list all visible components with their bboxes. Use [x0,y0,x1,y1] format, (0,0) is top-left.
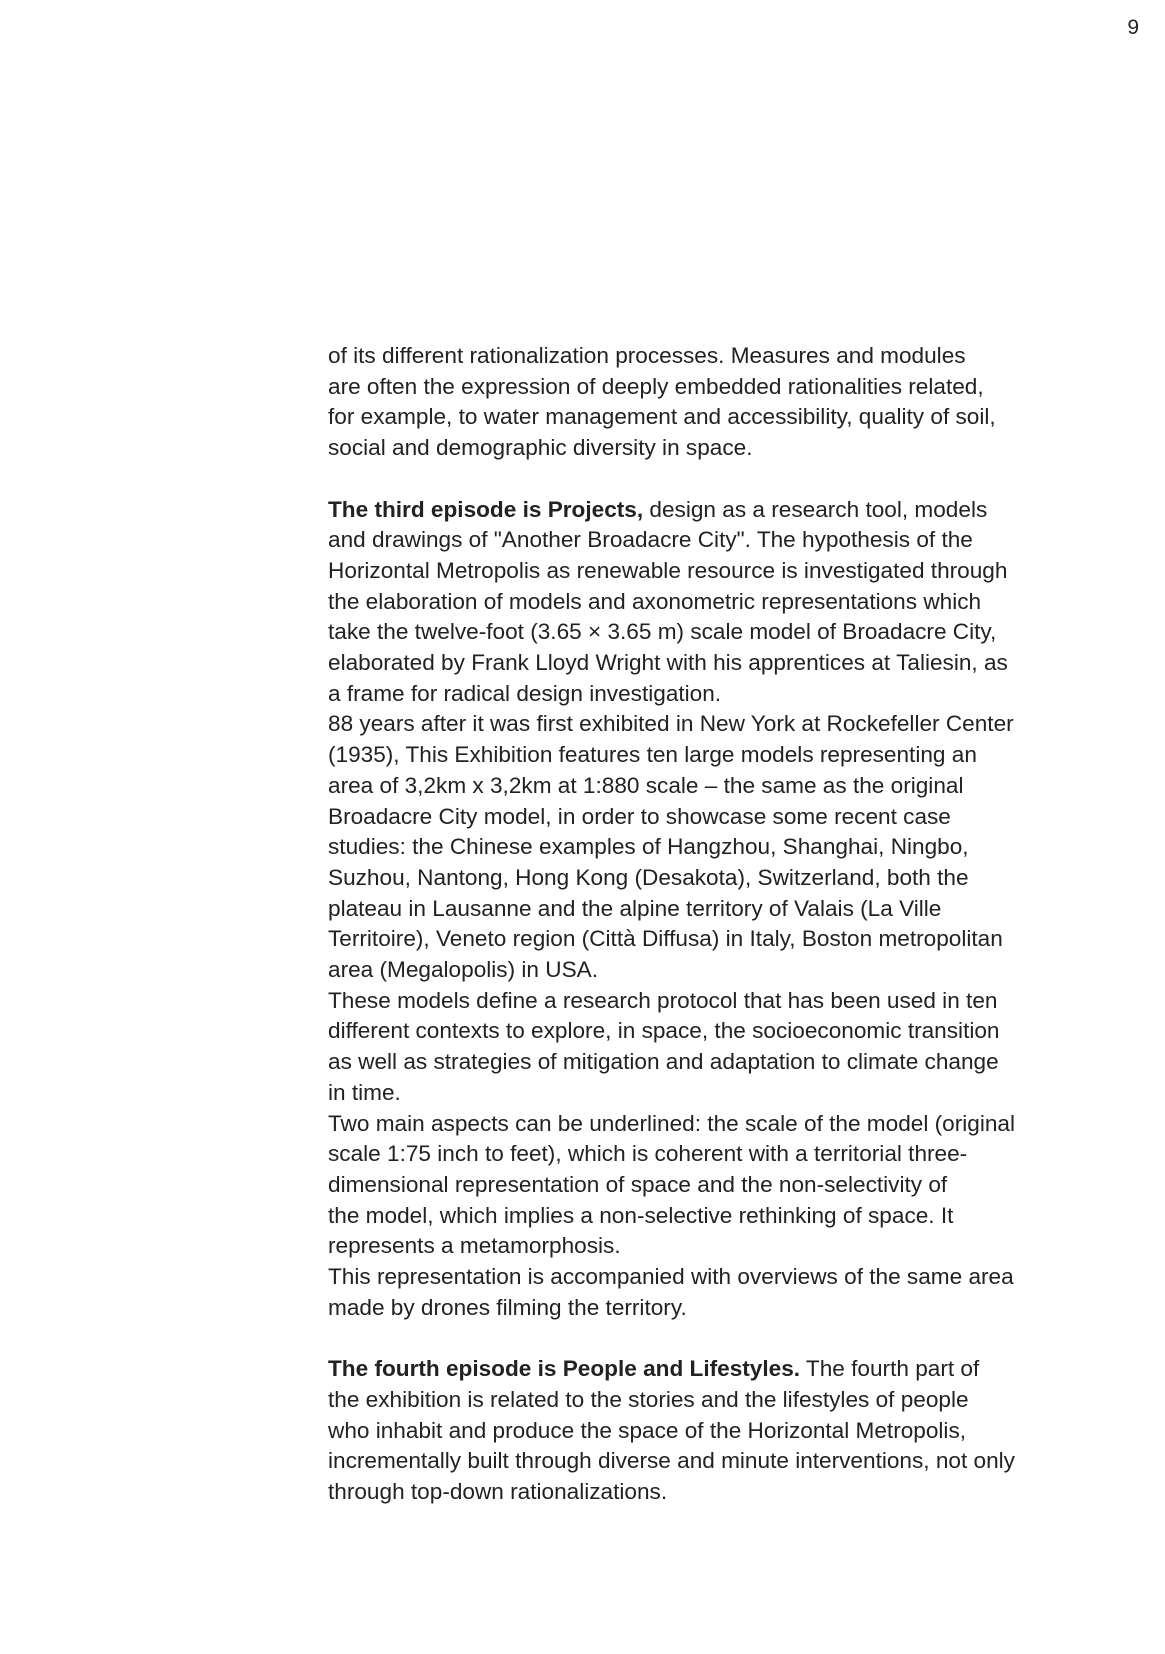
paragraph-rationalization [328,341,1108,464]
text-line [328,1354,1108,1385]
text-line: area (Megalopolis) in USA. [328,957,598,983]
text-line: the exhibition is related to the stories and the lifestyles of people [328,1386,969,1412]
text-line: as well as strategies of mitigation and adaptation to climate change [328,1049,999,1075]
text-line: This representation is accompanied with overviews of the same area [328,1264,1014,1290]
text-line: the model, which implies a non-selective rethinking of space. It [328,1202,954,1228]
text-line: made by drones filming the territory. [328,1294,687,1320]
text-line: Suzhou, Nantong, Hong Kong (Desakota), Switzerland, both the [328,864,969,890]
text-line: different contexts to explore, in space, the socioeconomic transition [328,1018,1000,1044]
text-line: take the twelve-foot (3.65 × 3.65 m) scale model of Broadacre City, [328,619,997,645]
text-line: a frame for radical design investigation. [328,680,722,706]
text-line: These models define a research protocol that has been used in ten [328,987,998,1013]
paragraph-spacer [328,464,1108,495]
text-line: who inhabit and produce the space of the Horizontal Metropolis, [328,1417,967,1443]
text-run: The fourth part of [800,1356,980,1382]
paragraph-spacer [328,1323,1108,1354]
text-line: (1935), This Exhibition features ten large models representing an [328,742,977,768]
text-line: area of 3,2km x 3,2km at 1:880 scale – the same as the original [328,772,964,798]
text-line: Horizontal Metropolis as renewable resource is investigated through [328,557,1008,583]
text-line: Territoire), Veneto region (Città Diffusa) in Italy, Boston metropolitan [328,926,1003,952]
text-line: plateau in Lausanne and the alpine territory of Valais (La Ville [328,895,942,921]
body-text [328,341,1108,1508]
text-line: Broadacre City model, in order to showcase some recent case [328,803,951,829]
text-line: scale 1:75 inch to feet), which is coherent with a territorial three- [328,1141,968,1167]
section-projects [328,495,1108,1324]
text-line: 88 years after it was first exhibited in New York at Rockefeller Center [328,711,1014,737]
section-heading-projects: The third episode is Projects, [328,496,644,522]
text-run: design as a research tool, models [643,496,988,522]
text-line: dimensional representation of space and the non-selectivity of [328,1171,948,1197]
section-people [328,1354,1108,1508]
text-line: incrementally built through diverse and minute interventions, not only [328,1448,1015,1474]
text-line: are often the expression of deeply embedded rationalities related, [328,373,984,399]
text-line: studies: the Chinese examples of Hangzhou, Shanghai, Ningbo, [328,834,969,860]
text-line: for example, to water management and accessibility, quality of soil, [328,404,996,430]
text-line: Two main aspects can be underlined: the scale of the model (original [328,1110,1015,1136]
section-heading-people: The fourth episode is People and Lifestyles. [328,1356,801,1382]
text-line: and drawings of "Another Broadacre City". The hypothesis of the [328,527,973,553]
text-line: represents a metamorphosis. [328,1233,621,1259]
text-line: through top-down rationalizations. [328,1478,668,1504]
text-line: the elaboration of models and axonometric representations which [328,588,982,614]
text-line: of its different rationalization processes. Measures and modules [328,343,966,368]
text-line: elaborated by Frank Lloyd Wright with his apprentices at Taliesin, as [328,650,1008,676]
text-line: in time. [328,1079,401,1105]
text-line [328,495,1108,526]
text-line: social and demographic diversity in space. [328,435,753,461]
page-number: 9 [1127,16,1139,39]
